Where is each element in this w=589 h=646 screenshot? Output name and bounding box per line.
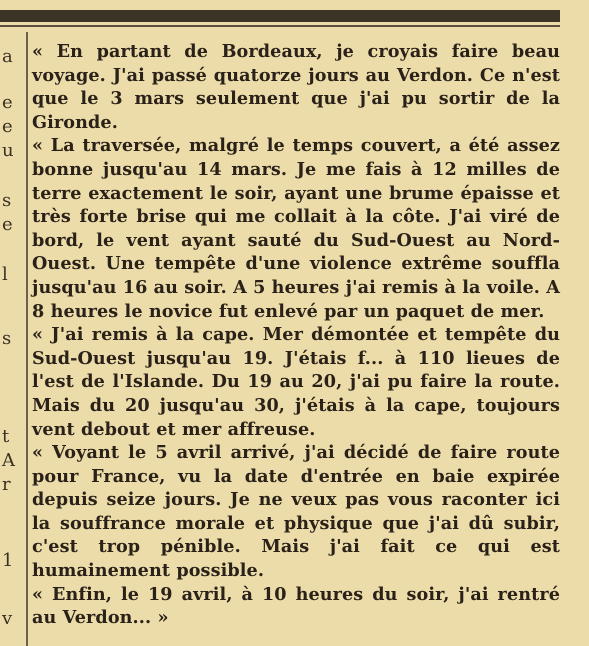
left-fragment: r (2, 474, 11, 495)
left-fragment: e (2, 116, 13, 137)
paragraph: « J'ai remis à la cape. Mer démontée et tempête du Sud-Ouest jusqu'au 19. J'étais f... à 110 lieues de l'est de l'Islande. Du 19 au 20, j'ai pu faire la route. Mais du 20 jusqu'au 30, j'étais à la cape, toujours vent debout et mer affreuse. (32, 324, 560, 440)
left-fragment: u (2, 140, 14, 161)
left-fragment: e (2, 214, 13, 235)
left-fragment: t (2, 426, 10, 447)
left-fragment: a (2, 46, 13, 67)
paragraph: « Voyant le 5 avril arrivé, j'ai décidé de faire route pour France, vu la date d'entrée en baie expirée depuis seize jours. Je ne veux pas vous raconter ici la souffrance morale et physique que j'ai dû subir, c'est trop pénible. Mais j'ai fait ce qui est humainement possible. (32, 442, 560, 582)
left-fragment: v (2, 608, 13, 629)
left-fragment: s (2, 328, 12, 349)
paragraph: « Enfin, le 19 avril, à 10 heures du soir, j'ai rentré au Verdon... » (32, 583, 560, 629)
top-rule-thin (0, 25, 560, 27)
left-column-fragments (0, 30, 22, 646)
left-fragment: A (2, 450, 15, 471)
top-rule (0, 10, 560, 22)
paragraph: « La traversée, malgré le temps couvert, a été assez bonne jusqu'au 14 mars. Je me fais à 12 milles de terre exactement le soir, ayant une brume épaisse et très forte brise qui me collait à la côte. J'ai viré de bord, le vent ayant sauté du Sud-Ouest au Nord-Ouest. Une tempête d'une violence extrême souffla jusqu'au 16 au soir. A 5 heures j'ai remis à la voile. A 8 heures le novice fut enlevé par un paquet de mer. (32, 135, 560, 322)
article-body (32, 40, 560, 630)
left-fragment: l (2, 264, 8, 285)
left-fragment: e (2, 92, 13, 113)
paragraph: « En partant de Bordeaux, je croyais faire beau voyage. J'ai passé quatorze jours au Verdon. Ce n'est que le 3 mars seulement que j'ai pu sortir de la Gironde. (32, 41, 560, 133)
left-fragment: 1 (2, 550, 14, 571)
column-rule (26, 32, 28, 646)
left-fragment: s (2, 190, 12, 211)
